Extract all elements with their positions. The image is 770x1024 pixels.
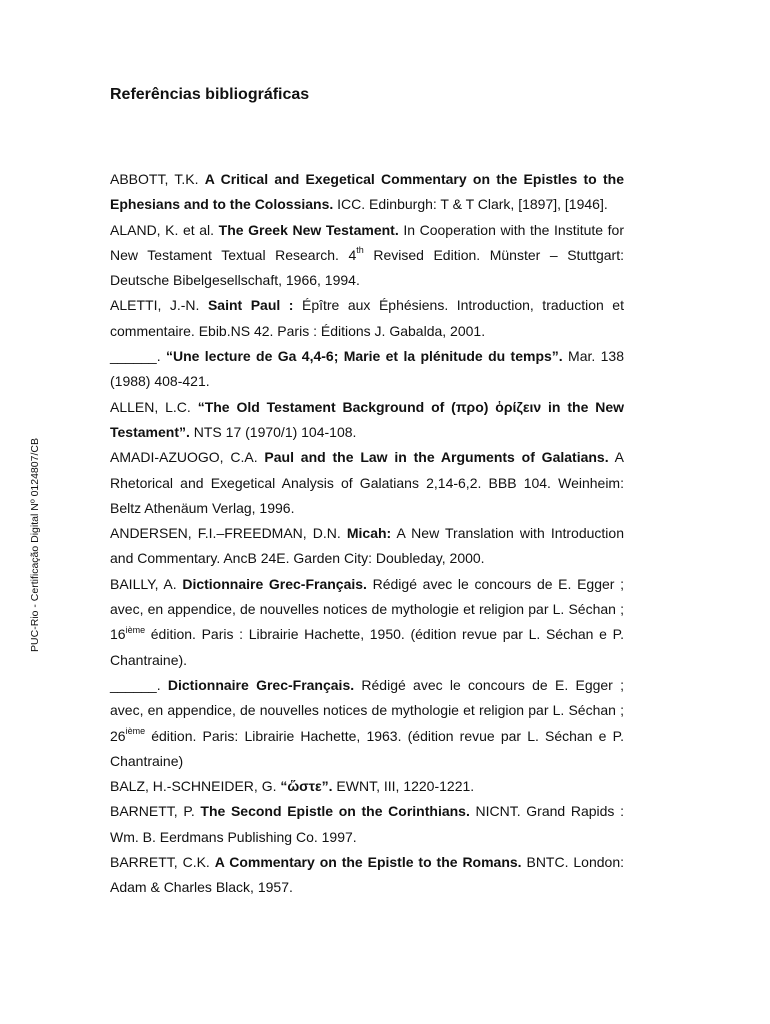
reference-title: A Commentary on the Epistle to the Romans. [214, 854, 522, 871]
reference-text: ALLEN, L.C. [110, 398, 198, 415]
reference-text: Revised Edition. Münster – Stuttgart: Deutsche Bibelgesellschaft, 1966, 1994. [110, 246, 624, 289]
reference-title: “The Old Testament Background of (προ) ὁρίζειν in the New Testament”. [110, 398, 625, 440]
reference-title: The Greek New Testament. [218, 221, 399, 238]
reference-text: ______. [110, 676, 168, 693]
superscript: ième [125, 725, 146, 736]
reference-entry [110, 774, 624, 799]
reference-text: A New Translation with Introduction and Commentary. AncB 24E. Garden City: Doubleday, 2000. [110, 525, 624, 567]
reference-text: Rédigé avec le concours de E. Egger ; avec, en appendice, de nouvelles notices de mythologie et religion par L. Séchan ; 26 [110, 676, 625, 744]
reference-title: A Critical and Exegetical Commentary on the Epistles to the Ephesians and to the Colossians. [110, 171, 625, 213]
reference-text: ALETTI, J.-N. [110, 297, 208, 314]
reference-text: BAILLY, A. [110, 575, 183, 592]
reference-text: ICC. Edinburgh: T & T Clark, [1897], [1946]. [333, 196, 608, 213]
reference-text: NICNT. Grand Rapids : Wm. B. Eerdmans Publishing Co. 1997. [110, 803, 624, 845]
reference-entry [110, 395, 624, 446]
reference-text: BALZ, H.-SCHNEIDER, G. [110, 778, 281, 795]
reference-text: EWNT, III, 1220-1221. [332, 778, 475, 795]
reference-title: “ὥστε”. [280, 778, 333, 795]
page-title: Referências bibliográficas [110, 86, 310, 103]
reference-entry [110, 572, 624, 673]
reference-text: BARNETT, P. [110, 803, 201, 820]
reference-text: ABBOTT, T.K. [110, 171, 205, 187]
reference-entry [110, 167, 624, 218]
reference-text: NTS 17 (1970/1) 104-108. [189, 423, 357, 440]
reference-title: The Second Epistle on the Corinthians. [200, 803, 470, 820]
reference-entry [110, 850, 624, 901]
reference-text: édition. Paris : Librairie Hachette, 1950. (édition revue par L. Séchan e P. Chantraine). [110, 626, 624, 668]
reference-title: “Une lecture de Ga 4,4-6; Marie et la plénitude du temps”. [165, 348, 563, 365]
reference-text: Épître aux Éphésiens. Introduction, traduction et commentaire. Ebib.NS 42. Paris : Éditions J. Gabalda, 2001. [110, 297, 624, 339]
reference-title: Dictionnaire Grec-Français. [167, 676, 355, 693]
reference-text: ANDERSEN, F.I.–FREEDMAN, D.N. [110, 525, 347, 542]
reference-title: Saint Paul : [207, 297, 294, 314]
certification-stamp [25, 430, 45, 660]
reference-text: AMADI-AZUOGO, C.A. [110, 449, 265, 466]
certification-stamp-text: PUC-Rio - Certificação Digital Nº 0124807/CB [29, 438, 41, 652]
reference-text: édition. Paris: Librairie Hachette, 1963. (édition revue par L. Séchan e P. Chantraine) [110, 727, 624, 769]
reference-entry [110, 799, 624, 850]
reference-text: In Cooperation with the Institute for New Testament Textual Research. 4 [110, 221, 624, 263]
reference-text: Mar. 138 (1988) 408-421. [110, 348, 624, 390]
superscript: ième [125, 624, 146, 635]
reference-text: ALAND, K. et al. [110, 221, 219, 238]
reference-title: Micah: [346, 525, 392, 542]
reference-list [110, 167, 624, 901]
reference-entry [110, 344, 624, 395]
reference-text: A Rhetorical and Exegetical Analysis of Galatians 2,14-6,2. BBB 104. Weinheim: Beltz Athenäum Verlag, 1996. [110, 449, 624, 516]
reference-entry [110, 445, 624, 521]
reference-entry [110, 673, 624, 774]
reference-text: BARRETT, C.K. [110, 854, 215, 871]
reference-title: Paul and the Law in the Arguments of Galatians. [264, 449, 609, 466]
reference-text: ______. [110, 348, 166, 365]
reference-entry [110, 218, 624, 294]
reference-entry [110, 521, 624, 572]
reference-text: BNTC. London: Adam & Charles Black, 1957. [110, 854, 624, 896]
reference-entry [110, 293, 624, 344]
reference-title: Dictionnaire Grec-Français. [182, 575, 367, 592]
superscript: th [356, 245, 364, 256]
reference-text: Rédigé avec le concours de E. Egger ; avec, en appendice, de nouvelles notices de mythologie et religion par L. Séchan ; 16 [110, 575, 624, 643]
